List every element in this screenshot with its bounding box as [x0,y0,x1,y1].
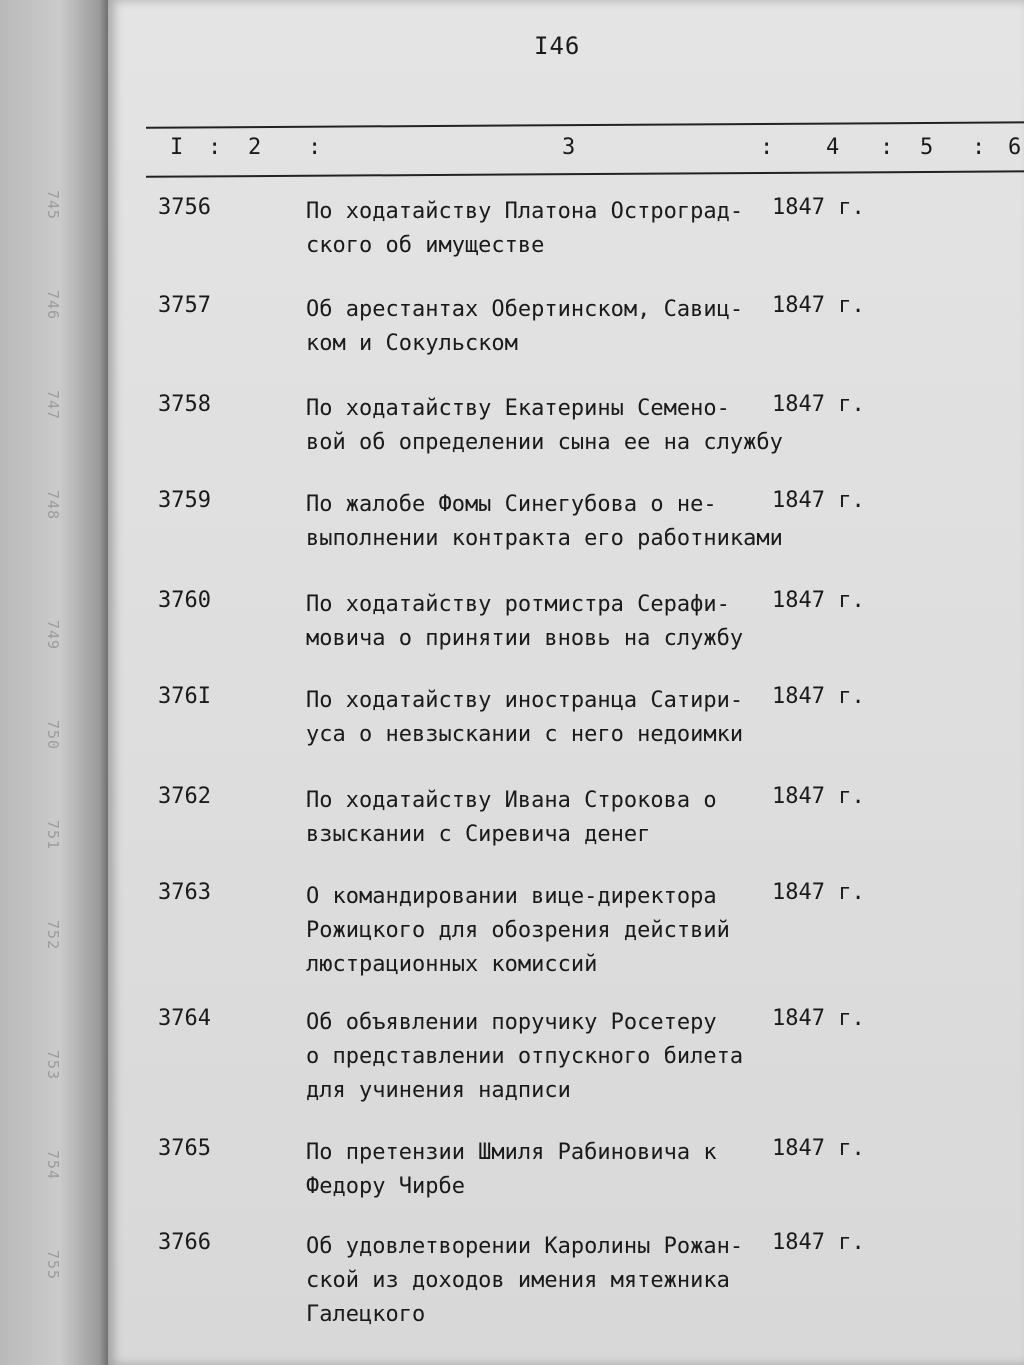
entry-year: 1847 г. [772,1136,865,1161]
entry-description-line: мовича о принятии вновь на службу [306,626,744,651]
entry-description-line: Об объявлении поручику Росетеру [306,1010,717,1035]
entry-description [306,784,766,852]
column-header-1: I [170,135,184,160]
column-header-5: 5 [920,135,934,160]
table-header-top-rule [146,121,1024,128]
entry-description [306,588,766,656]
entry-description-line: По ходатайству Ивана Строкова о [306,788,717,813]
column-separator: : [760,135,774,160]
entry-description [306,1136,766,1204]
entry-description [306,880,766,982]
entry-description-line: По жалобе Фомы Синегубова о не- [306,492,717,517]
entry-year: 1847 г. [772,488,865,513]
entry-number: 3762 [158,784,211,809]
column-header-3: 3 [562,135,576,160]
document-page [108,0,1024,1365]
entry-description [306,488,783,556]
entry-number: 3758 [158,392,211,417]
entry-year: 1847 г. [772,880,865,905]
entry-description-line: ской из доходов имения мятежника [306,1268,730,1293]
column-header-6: 6 [1008,135,1022,160]
column-separator: : [972,135,986,160]
entry-year: 1847 г. [772,684,865,709]
gutter-number: 750 [44,720,62,751]
entry-description-line: ком и Сокульском [306,331,518,356]
gutter-number: 751 [44,820,62,851]
entry-description-line: По ходатайству иностранца Сатири- [306,688,744,713]
entry-year: 1847 г. [772,195,865,220]
entry-number: 3759 [158,488,211,513]
entry-description-line: По ходатайству Платона Остроград- [306,199,744,224]
entry-description-line: Об удовлетворении Каролины Рожан- [306,1234,744,1259]
gutter-number: 745 [44,190,62,221]
gutter-number: 755 [44,1250,62,1281]
entry-description [306,1230,766,1332]
entry-description-line: Рожицкого для обозрения действий [306,918,730,943]
entry-description-line: взыскании с Сиревича денег [306,822,651,847]
entry-description-line: Федору Чирбе [306,1174,465,1199]
entry-description [306,392,783,460]
gutter-number: 749 [44,620,62,651]
gutter-number: 752 [44,920,62,951]
column-separator: : [208,135,222,160]
entry-description-line: По ходатайству ротмистра Серафи- [306,592,730,617]
entry-year: 1847 г. [772,784,865,809]
entry-description-line: о представлении отпускного билета [306,1044,744,1069]
entry-description [306,1006,766,1108]
table-column-header [108,135,1024,165]
entry-description-line: Об арестантах Обертинском, Савиц- [306,297,744,322]
entry-number: 3760 [158,588,211,613]
entry-description [306,293,766,361]
entry-description-line: По ходатайству Екатерины Семено- [306,396,730,421]
gutter-number: 747 [44,390,62,421]
entry-year: 1847 г. [772,1006,865,1031]
entry-description [306,195,766,263]
entry-number: 3763 [158,880,211,905]
entry-year: 1847 г. [772,588,865,613]
entry-year: 1847 г. [772,392,865,417]
entry-description-line: Галецкого [306,1302,426,1327]
column-separator: : [308,135,322,160]
table-header-bottom-rule [146,170,1024,177]
entry-description-line: вой об определении сына ее на службу [306,430,783,455]
column-header-2: 2 [248,135,262,160]
entry-description-line: ского об имуществе [306,233,545,258]
entry-number: 3765 [158,1136,211,1161]
entry-number: 3757 [158,293,211,318]
gutter-number: 754 [44,1150,62,1181]
entry-description-line: для учинения надписи [306,1078,571,1103]
gutter-number: 746 [44,290,62,321]
entry-year: 1847 г. [772,1230,865,1255]
entry-number: 376I [158,684,211,709]
entry-year: 1847 г. [772,293,865,318]
column-header-4: 4 [826,135,840,160]
page-number: I46 [534,32,581,60]
entry-number: 3764 [158,1006,211,1031]
gutter-number: 753 [44,1050,62,1081]
entry-number: 3756 [158,195,211,220]
entry-description-line: По претензии Шмиля Рабиновича к [306,1140,717,1165]
gutter-number: 748 [44,490,62,521]
entry-description-line: уса о невзыскании с него недоимки [306,722,744,747]
entry-description-line: люстрационных комиссий [306,952,598,977]
entry-description [306,684,766,752]
column-separator: : [880,135,894,160]
entry-description-line: О командировании вице-директора [306,884,717,909]
entry-number: 3766 [158,1230,211,1255]
entry-description-line: выполнении контракта его работниками [306,526,783,551]
